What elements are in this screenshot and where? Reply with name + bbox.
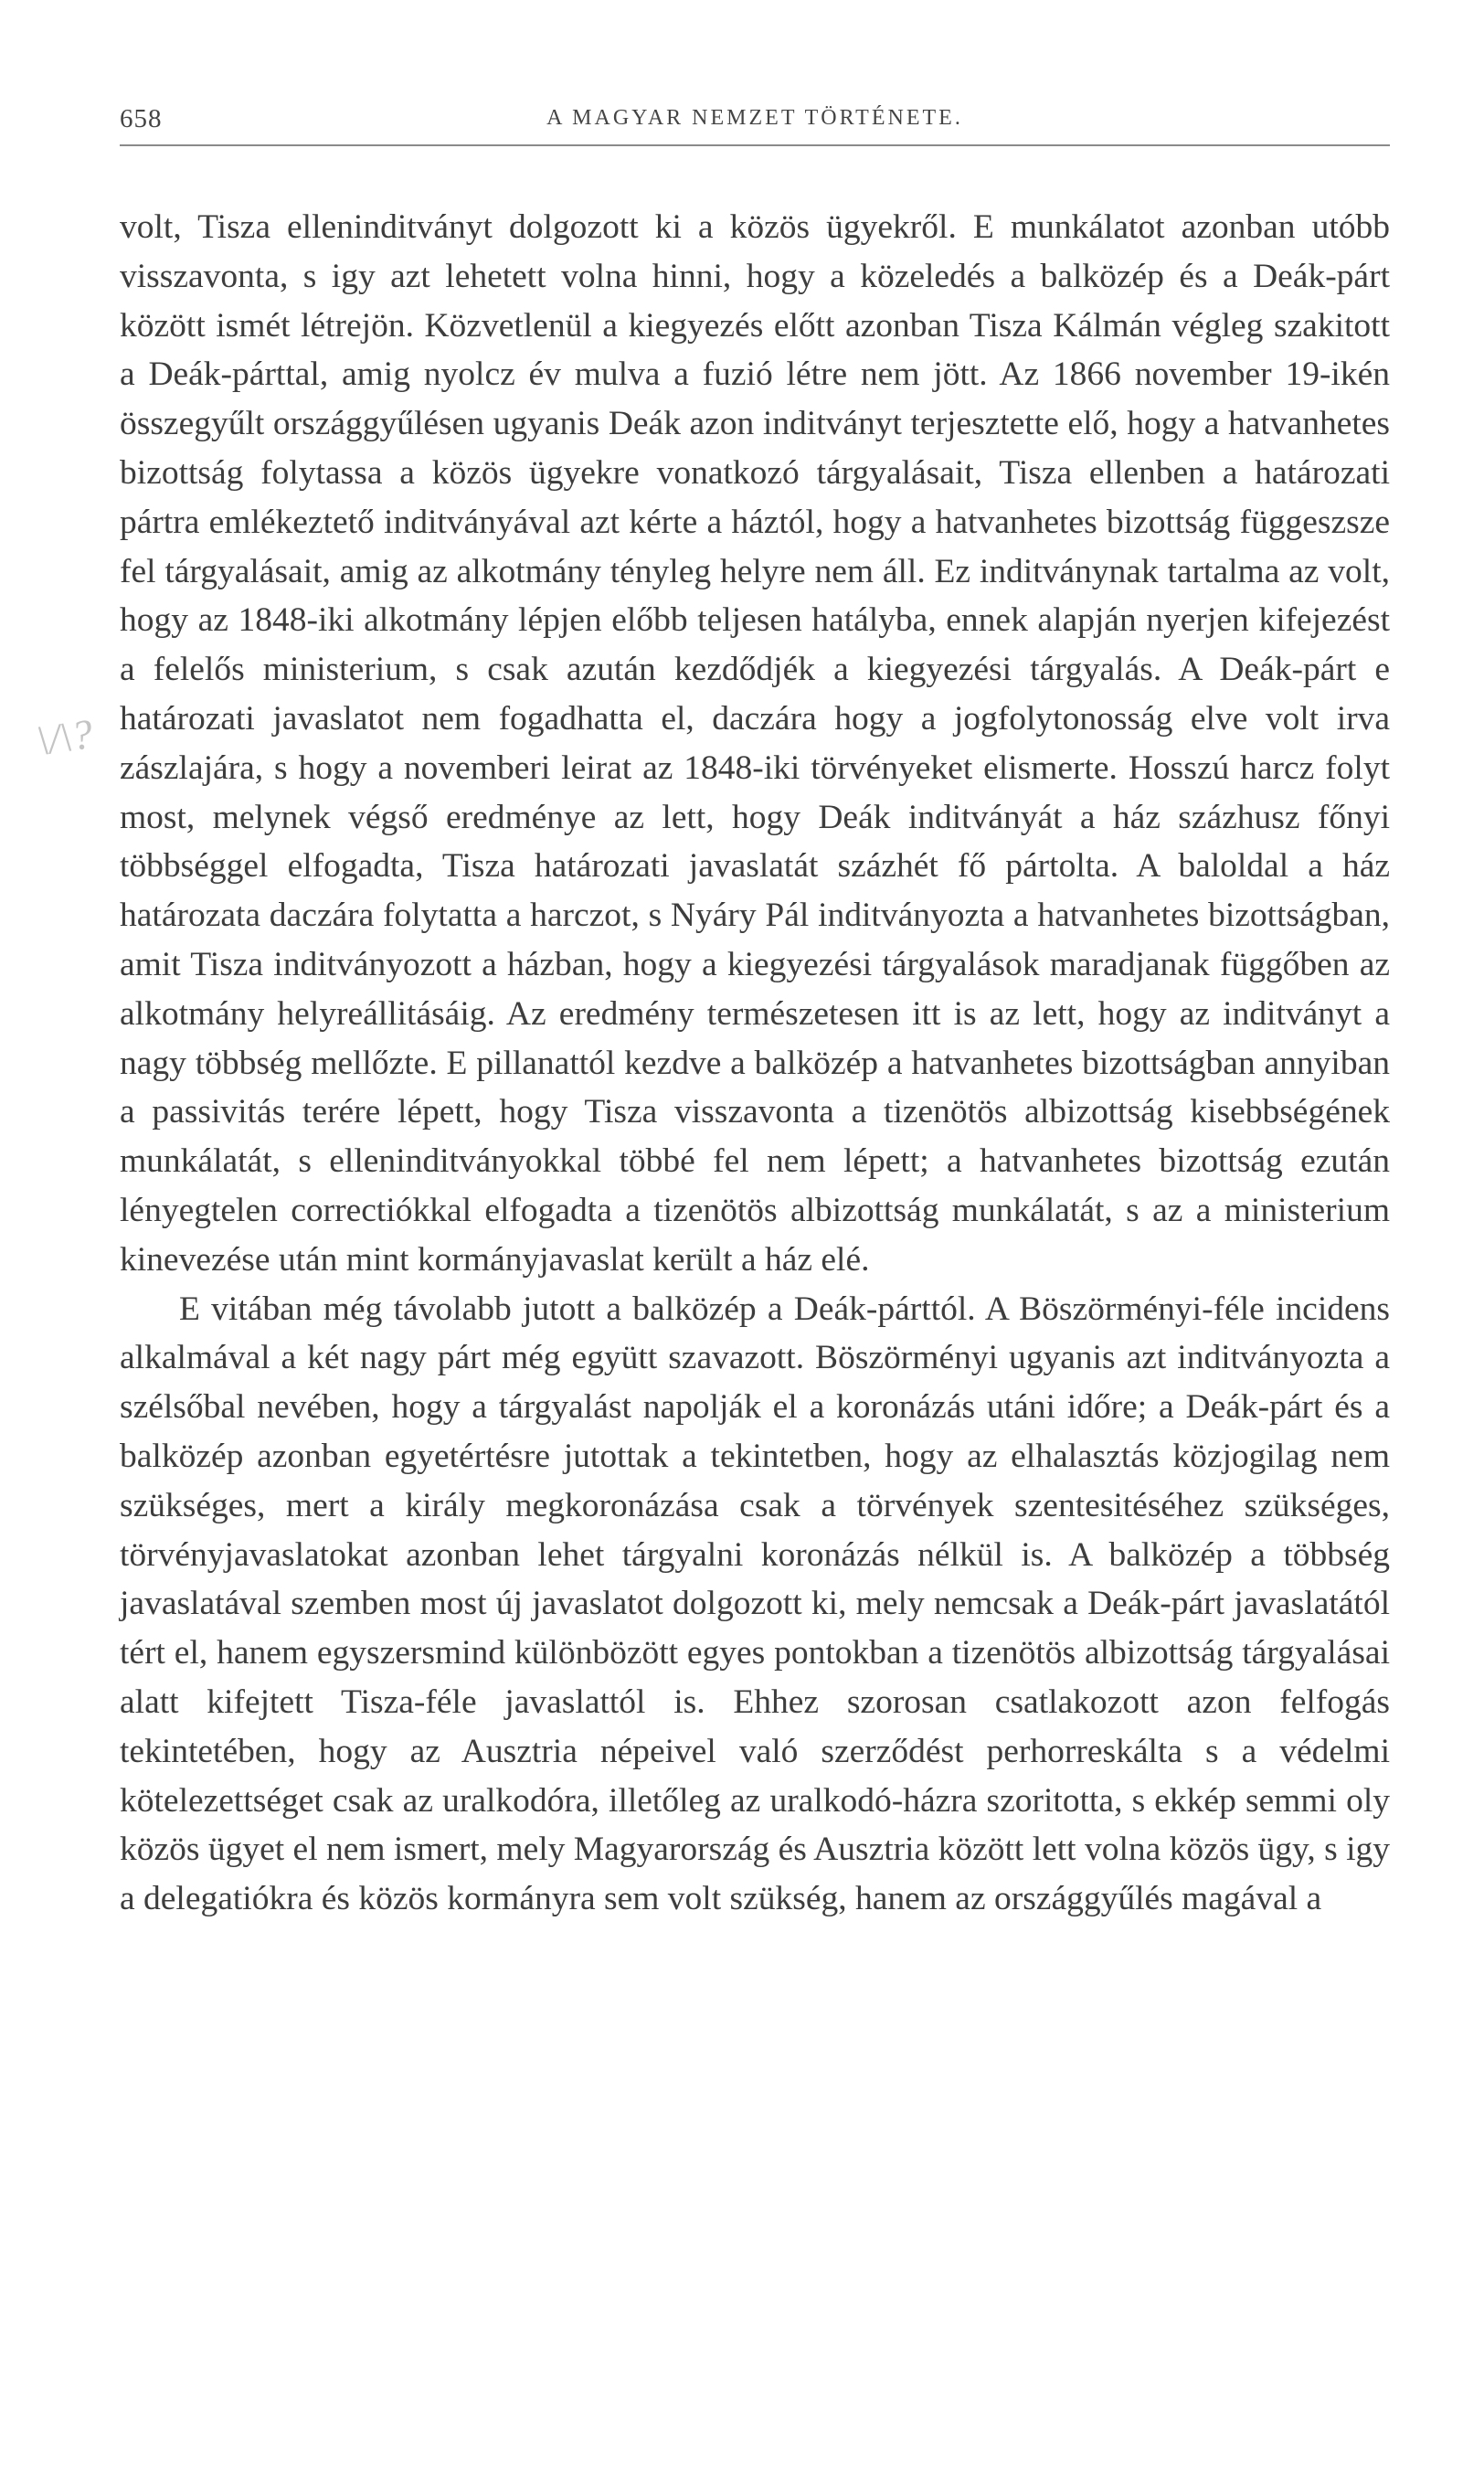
paragraph-2: E vitában még távolabb jutott a balközép a Deák-párttól. A Böszörményi-féle incidens alkalmával a két nagy párt még együtt szavazott. Böszörményi ugyanis azt inditványozta a szélsőbal nevében, hogy a tárgyalást napolják el a koronázás utáni időre; a Deák-párt és a balközép azonban egyetértésre jutottak a tekintetben, hogy az elhalasztás közjogilag nem szükséges, mert a király megkoronázása csak a törvények szentesitéséhez szükséges, törvényjavaslatokat azonban lehet tárgyalni koronázás nélkül is. A balközép a többség javaslatával szemben most új javaslatot dolgozott ki, mely nemcsak a Deák-párt javaslatától tért el, hanem egyszersmind különbözött egyes pontokban a tizenötös albizottság tárgyalásai alatt kifejtett Tisza-féle javaslattól is. Ehhez szorosan csatlakozott azon felfogás tekintetében, hogy az Ausztria népeivel való szerződést perhorreskálta s a védelmi kötelezettséget csak az uralkodóra, illetőleg az uralkodó-házra szoritotta, s ekkép semmi oly közös ügyet el nem ismert, mely Magyarország és Ausztria között lett volna közös ügy, s igy a delegatiókra és közös kormányra sem volt szükség, hanem az országgyűlés magával a [120,1290,1390,1918]
paragraph-1: volt, Tisza elleninditványt dolgozott ki a közös ügyekről. E munkálatot azonban utóbb visszavonta, s igy azt lehetett volna hinni, hogy a közeledés a balközép és a Deák-párt között ismét létrejön. Közvetlenül a kiegyezés előtt azonban Tisza Kálmán végleg szakitott a Deák-párttal, amig nyolcz év mulva a fuzió létre nem jött. Az 1866 november 19-ikén összegyűlt országgyűlésen ugyanis Deák azon inditványt terjesztette elő, hogy a hatvanhetes bizottság folytassa a közös ügyekre vonatkozó tárgyalásait, Tisza ellenben a határozati pártra emlékeztető inditványával azt kérte a háztól, hogy a hatvanhetes bizottság függeszsze fel tárgyalásait, amig az alkotmány tényleg helyre nem áll. Ez inditványnak tartalma az volt, hogy az 1848-iki alkotmány lépjen előbb teljesen hatályba, ennek alapján nyerjen kifejezést a felelős ministerium, s csak azután kezdődjék a kiegyezési tárgyalás. A Deák-párt e határozati javaslatot nem fogadhatta el, daczára hogy a jogfolytonosság elve volt irva zászlajára, s hogy a novemberi leirat az 1848-iki törvényeket elismerte. Hosszú harcz folyt most, melynek végső eredménye az lett, hogy Deák inditványát a ház százhusz főnyi többséggel elfogadta, Tisza határozati javaslatát százhét fő pártolta. A baloldal a ház határozata daczára folytatta a harczot, s Nyáry Pál inditványozta a hatvanhetes bizottságban, amit Tisza inditványozott a házban, hogy a kiegyezési tárgyalások maradjanak függőben az alkotmány helyreállitásáig. Az eredmény természetesen itt is az lett, hogy az inditványt a nagy többség mellőzte. E pillanattól kezdve a balközép a hatvanhetes bizottságban annyiban a passivitás terére lépett, hogy Tisza visszavonta a tizenötös albizottság kisebbségének munkálatát, s elleninditványokkal többé fel nem lépett; a hatvanhetes bizottság ezután lényegtelen correctiókkal elfogadta a tizenötös albizottság munkálatát, s az a ministerium kinevezése után mint kormányjavaslat került a ház elé. [120,208,1390,1279]
running-title: A MAGYAR NEMZET TÖRTÉNETE. [546,106,963,130]
page-number: 658 [120,104,163,133]
body-text [120,203,1390,1924]
running-head [120,99,1390,139]
header-rule [120,144,1390,146]
margin-pencil-mark: \/\? [33,709,96,765]
